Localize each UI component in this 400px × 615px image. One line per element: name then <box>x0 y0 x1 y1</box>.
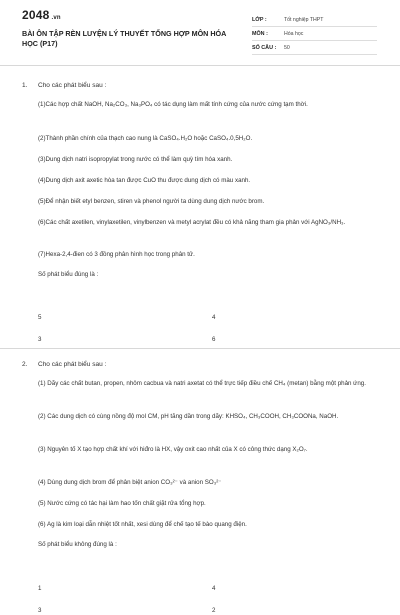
question-list <box>0 66 400 614</box>
answer-option-d[interactable]: 2 <box>212 607 216 614</box>
statement: (2)Thành phần chính của thạch cao nung là CaSO₄.H₂O hoặc CaSO₄.0,5H₂O. <box>38 135 253 142</box>
question-ask: Số phát biểu không đúng là : <box>38 541 117 548</box>
statement: (5)Để nhận biết etyl benzen, stiren và phenol người ta dùng dung dịch nước brom. <box>38 198 265 205</box>
answer-option-b[interactable]: 4 <box>212 314 216 321</box>
answer-option-d[interactable]: 6 <box>212 336 216 343</box>
logo-text: 2048 <box>22 8 50 22</box>
answer-option-a[interactable]: 1 <box>38 585 42 592</box>
answer-option-c[interactable]: 3 <box>38 607 42 614</box>
question-number: 2. <box>22 361 28 368</box>
question-prompt: Cho các phát biểu sau : <box>38 82 107 89</box>
statement: (4)Dung dịch axit axetic hòa tan được CuO thu được dung dịch có màu xanh. <box>38 177 251 184</box>
meta-subject-row <box>252 27 377 41</box>
meta-count-row <box>252 41 377 55</box>
meta-count-value: 50 <box>284 44 290 51</box>
statement: (7)Hexa-2,4-đien có 3 đồng phân hình học trong phân tử. <box>38 251 195 258</box>
statement: (4) Dùng dung dịch brom để phân biệt anion CO₃²⁻ và anion SO₃²⁻ <box>38 479 222 486</box>
statement: (3)Dung dịch natri isopropylat trong nước có thể làm quỳ tím hóa xanh. <box>38 156 233 163</box>
document-header <box>0 0 400 66</box>
statement: (6)Các chất axetilen, vinylaxetilen, vinylbenzen và metyl acrylat đều có khả năng tham gia phản với AgNO₃/NH₃. <box>38 219 346 226</box>
meta-subject-value: Hóa học <box>284 30 304 37</box>
statement: (1)Các hợp chất NaOH, Na₂CO₃, Na₃PO₄ có tác dụng làm mất tính cứng của nước cứng tạm thời. <box>38 101 308 108</box>
document-meta <box>252 13 377 55</box>
statement: (3) Nguyên tố X tạo hợp chất khí với hiđro là HX, vậy oxit cao nhất của X có công thức dạng X₂O₇. <box>38 446 308 453</box>
answer-option-b[interactable]: 4 <box>212 585 216 592</box>
question-ask: Số phát biểu đúng là : <box>38 271 99 278</box>
statement: (5) Nước cứng có tác hại làm hao tốn chất giặt rửa tổng hợp. <box>38 500 206 507</box>
statement: (1) Dãy các chất butan, propen, nhôm cacbua và natri axetat có thể trực tiếp điều chế CH₄ (metan) bằng một phản ứng. <box>38 380 366 387</box>
answer-option-c[interactable]: 3 <box>38 336 42 343</box>
meta-subject-label: MÔN : <box>252 30 268 37</box>
meta-class-label: LỚP : <box>252 16 267 23</box>
question-divider <box>0 348 400 349</box>
question-prompt: Cho các phát biểu sau : <box>38 361 107 368</box>
meta-count-label: SỐ CÂU : <box>252 44 277 51</box>
question-number: 1. <box>22 82 28 89</box>
site-logo[interactable] <box>22 7 61 23</box>
answer-option-a[interactable]: 5 <box>38 314 42 321</box>
meta-class-row <box>252 13 377 27</box>
statement: (2) Các dung dịch có cùng nồng độ mol CM, pH tăng dần trong dãy: KHSO₄, CH₃COOH, CH₃COONa, NaOH. <box>38 413 339 420</box>
meta-class-value: Tốt nghiệp THPT <box>284 16 324 23</box>
logo-suffix: .vn <box>51 15 61 21</box>
document-title: BÀI ÔN TẬP RÈN LUYỆN LÝ THUYẾT TỔNG HỢP MÔN HÓA HỌC (P17) <box>22 29 227 49</box>
statement: (6) Ag là kim loại dẫn nhiệt tốt nhất, xesi dùng để chế tạo tế bào quang điện. <box>38 521 247 528</box>
